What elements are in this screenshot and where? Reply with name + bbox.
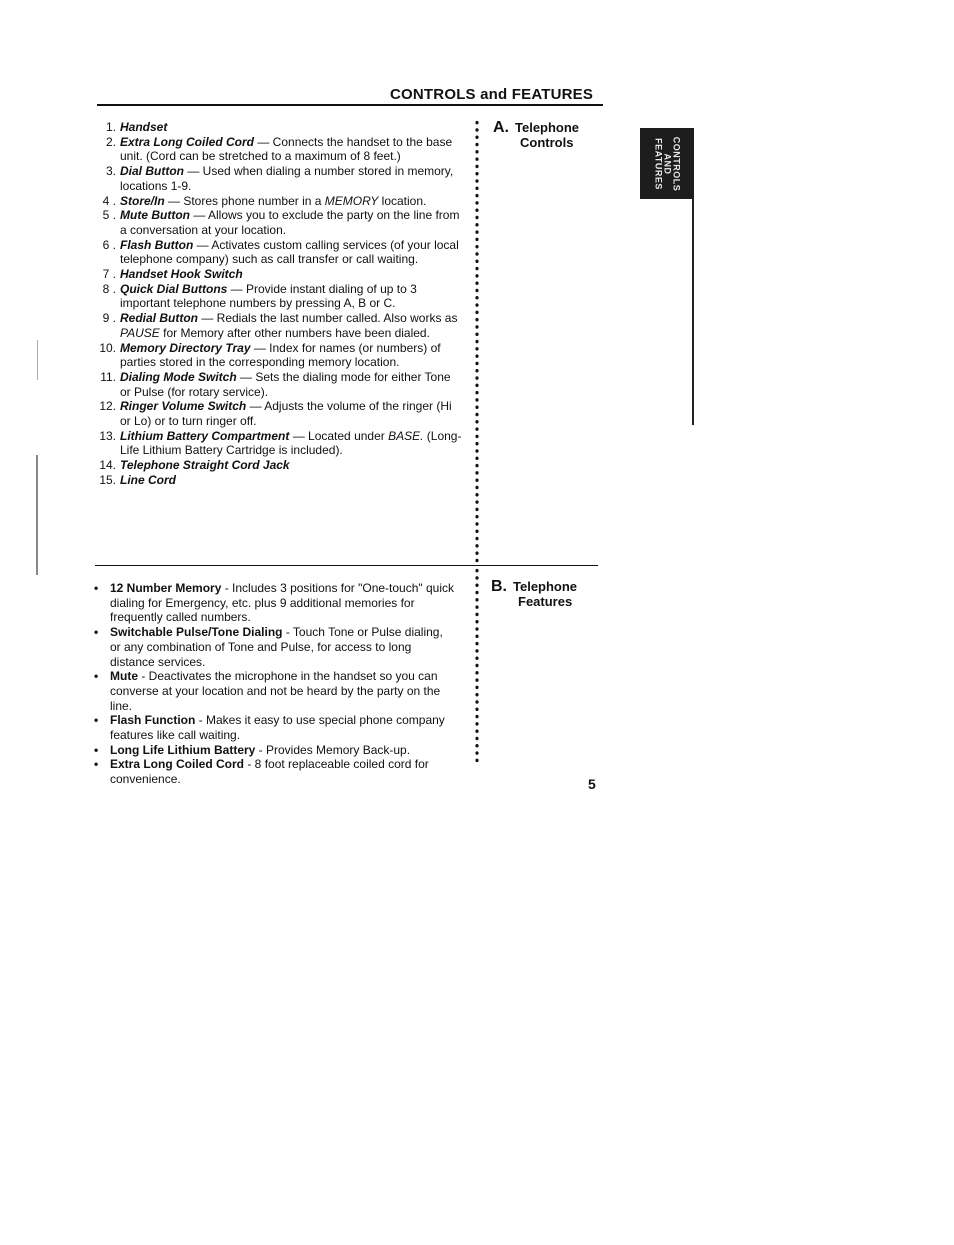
section-divider [95, 565, 598, 566]
features-list [94, 581, 456, 787]
list-item: 14. Telephone Straight Cord Jack [99, 458, 290, 473]
section-a-heading [493, 120, 579, 150]
list-item: • Extra Long Coiled Cord - 8 foot replaceable coiled cord for convenience. [94, 757, 429, 787]
list-item: 13. Lithium Battery Compartment — Located under BASE. (Long-Life Lithium Battery Cartridge is included). [99, 428, 462, 458]
list-item: • Long Life Lithium Battery - Provides Memory Back-up. [94, 742, 411, 757]
tab-line: FEATURES [653, 137, 664, 190]
scan-artifact [37, 340, 38, 380]
list-item: • Flash Function - Makes it easy to use special phone company features like call waiting. [94, 713, 445, 743]
margin-rule [692, 199, 694, 425]
list-item: 2. Extra Long Coiled Cord — Connects the handset to the base unit. (Cord can be stretched to a maximum of 8 feet.) [105, 134, 453, 164]
header-rule [97, 104, 603, 106]
list-item: 10. Memory Directory Tray — Index for names (or numbers) of parties stored in the corresponding memory location. [99, 340, 441, 370]
section-title-line2: Controls [520, 135, 574, 150]
list-item: • Switchable Pulse/Tone Dialing - Touch Tone or Pulse dialing, or any combination of Tone and Pulse, for access to long distance services. [94, 625, 443, 669]
section-tab [640, 128, 694, 199]
list-item: 8 . Quick Dial Buttons — Provide instant dialing of up to 3 important telephone numbers by pressing A, B or C. [102, 281, 417, 311]
section-letter: A. [493, 119, 509, 136]
list-item: 9 . Redial Button — Redials the last number called. Also works as PAUSE for Memory after other numbers have been dialed. [102, 311, 458, 340]
list-item: 15. Line Cord [99, 472, 176, 487]
list-item: 3. Dial Button — Used when dialing a number stored in memory, locations 1-9. [105, 164, 454, 193]
list-item: 1. Handset [105, 120, 168, 134]
tab-line: AND [662, 153, 673, 174]
tab-line: CONTROLS [671, 136, 682, 191]
section-title-line2: Features [518, 594, 573, 609]
dotted-divider [475, 567, 479, 765]
list-item: 7 . Handset Hook Switch [102, 267, 243, 282]
list-item: • 12 Number Memory - Includes 3 positions for "One-touch" quick dialing for Emergency, etc. plus 9 additional memories for frequently called numbers. [94, 581, 455, 625]
page-title: CONTROLS and FEATURES [390, 86, 594, 103]
section-title-line1: Telephone [515, 120, 580, 135]
list-item: 5 . Mute Button — Allows you to exclude the party on the line from a conversation at your location. [102, 208, 460, 237]
section-b-heading [491, 579, 577, 609]
list-item: 6 . Flash Button — Activates custom calling services (of your local telephone company) such as call transfer or call waiting. [102, 237, 459, 267]
section-tab-label [654, 136, 681, 191]
section-title-line1: Telephone [513, 579, 578, 594]
dotted-divider [475, 119, 479, 565]
list-item: 4 . Store/In — Stores phone number in a MEMORY location. [102, 193, 427, 208]
list-item: 12. Ringer Volume Switch — Adjusts the volume of the ringer (Hi or Lo) or to turn ringer off. [99, 399, 452, 429]
controls-list [96, 120, 462, 488]
list-item: • Mute - Deactivates the microphone in the handset so you can converse at your location and not be heard by the party on the line. [94, 669, 441, 713]
list-item: 11. Dialing Mode Switch — Sets the dialing mode for either Tone or Pulse (for rotary service). [100, 369, 451, 399]
page-number: 5 [588, 776, 596, 792]
section-letter: B. [491, 578, 507, 595]
scan-artifact [36, 455, 38, 575]
